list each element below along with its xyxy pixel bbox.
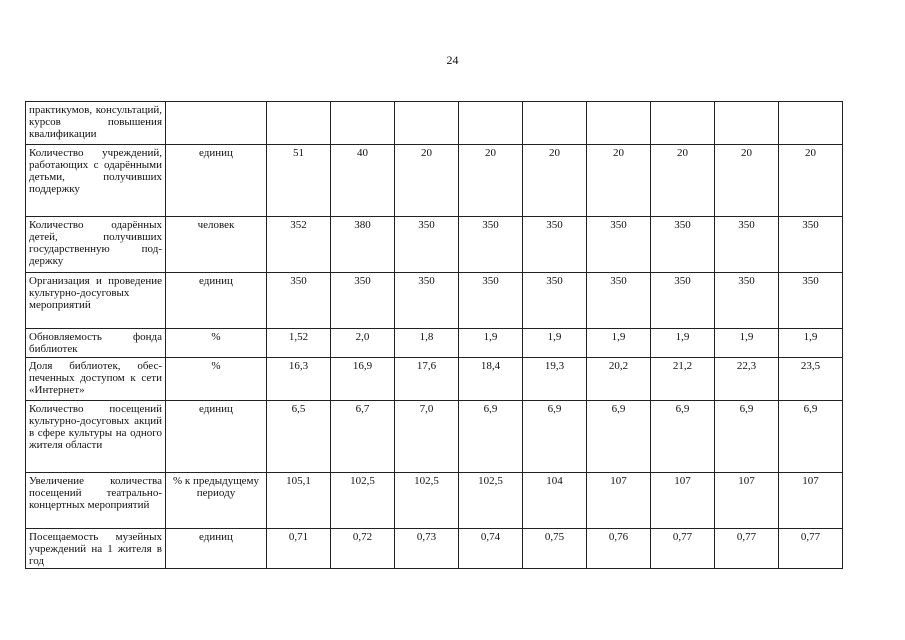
value-cell: 107: [651, 473, 715, 529]
value-cell: [779, 102, 843, 145]
value-cell: 0,72: [331, 529, 395, 569]
indicator-label: Количество одарённых детей, получивших государственную поддержку: [26, 217, 166, 273]
indicator-label: Посещаемость музейных учреждений на 1 жителя в год: [26, 529, 166, 569]
value-cell: [459, 102, 523, 145]
value-cell: 350: [395, 217, 459, 273]
value-cell: 102,5: [331, 473, 395, 529]
value-cell: 0,76: [587, 529, 651, 569]
value-cell: 20: [779, 145, 843, 217]
table-row: [26, 145, 843, 217]
table-row: [26, 473, 843, 529]
value-cell: 6,9: [523, 401, 587, 473]
table-row: [26, 401, 843, 473]
value-cell: 1,52: [267, 329, 331, 358]
unit-cell: человек: [166, 217, 267, 273]
value-cell: 102,5: [395, 473, 459, 529]
value-cell: 20: [523, 145, 587, 217]
value-cell: 350: [459, 217, 523, 273]
table-row: [26, 329, 843, 358]
value-cell: [651, 102, 715, 145]
value-cell: 350: [715, 217, 779, 273]
unit-cell: % к предыдущему периоду: [166, 473, 267, 529]
value-cell: 6,9: [459, 401, 523, 473]
value-cell: 352: [267, 217, 331, 273]
indicator-label: Обновляемость фонда библиотек: [26, 329, 166, 358]
value-cell: 350: [651, 273, 715, 329]
page-number: 24: [446, 53, 459, 67]
value-cell: 105,1: [267, 473, 331, 529]
value-cell: 350: [715, 273, 779, 329]
value-cell: 1,9: [459, 329, 523, 358]
value-cell: [715, 102, 779, 145]
table-row: [26, 529, 843, 569]
value-cell: 350: [651, 217, 715, 273]
value-cell: 350: [587, 273, 651, 329]
value-cell: 17,6: [395, 358, 459, 401]
value-cell: [587, 102, 651, 145]
value-cell: 20: [459, 145, 523, 217]
value-cell: 21,2: [651, 358, 715, 401]
value-cell: 6,5: [267, 401, 331, 473]
value-cell: 1,9: [715, 329, 779, 358]
value-cell: 0,77: [715, 529, 779, 569]
value-cell: 350: [523, 273, 587, 329]
value-cell: 1,9: [651, 329, 715, 358]
indicators-table: [25, 101, 843, 569]
value-cell: 102,5: [459, 473, 523, 529]
value-cell: 380: [331, 217, 395, 273]
value-cell: 1,8: [395, 329, 459, 358]
value-cell: 20: [715, 145, 779, 217]
value-cell: [331, 102, 395, 145]
value-cell: 6,9: [779, 401, 843, 473]
value-cell: 0,73: [395, 529, 459, 569]
value-cell: 6,7: [331, 401, 395, 473]
value-cell: [267, 102, 331, 145]
value-cell: [395, 102, 459, 145]
table-row: [26, 358, 843, 401]
value-cell: [523, 102, 587, 145]
table-row: [26, 217, 843, 273]
value-cell: 0,77: [779, 529, 843, 569]
value-cell: 20,2: [587, 358, 651, 401]
value-cell: 20: [651, 145, 715, 217]
unit-cell: %: [166, 329, 267, 358]
value-cell: 350: [779, 273, 843, 329]
value-cell: 350: [331, 273, 395, 329]
value-cell: 0,75: [523, 529, 587, 569]
value-cell: 1,9: [779, 329, 843, 358]
value-cell: 350: [779, 217, 843, 273]
indicator-label: практикумов, консультаций, курсов повышения квалификации: [26, 102, 166, 145]
unit-cell: %: [166, 358, 267, 401]
unit-cell: единиц: [166, 145, 267, 217]
unit-cell: единиц: [166, 529, 267, 569]
value-cell: 20: [587, 145, 651, 217]
table-row: [26, 102, 843, 145]
unit-cell: единиц: [166, 273, 267, 329]
table-row: [26, 273, 843, 329]
value-cell: 6,9: [651, 401, 715, 473]
unit-cell: [166, 102, 267, 145]
value-cell: 107: [779, 473, 843, 529]
value-cell: 1,9: [587, 329, 651, 358]
value-cell: 0,71: [267, 529, 331, 569]
indicator-label: Доля библиотек, обеспеченных доступом к сети «Интернет»: [26, 358, 166, 401]
value-cell: 107: [587, 473, 651, 529]
value-cell: 23,5: [779, 358, 843, 401]
value-cell: 18,4: [459, 358, 523, 401]
value-cell: 107: [715, 473, 779, 529]
value-cell: 104: [523, 473, 587, 529]
indicator-label: Увеличение количества посещений театрально-концертных мероприятий: [26, 473, 166, 529]
value-cell: 22,3: [715, 358, 779, 401]
value-cell: 6,9: [715, 401, 779, 473]
value-cell: 7,0: [395, 401, 459, 473]
value-cell: 0,77: [651, 529, 715, 569]
value-cell: 350: [267, 273, 331, 329]
table-body: [26, 102, 843, 569]
value-cell: 16,3: [267, 358, 331, 401]
value-cell: 20: [395, 145, 459, 217]
value-cell: 0,74: [459, 529, 523, 569]
value-cell: 40: [331, 145, 395, 217]
value-cell: 350: [459, 273, 523, 329]
indicator-label: Количество учреждений, работающих с одарёнными детьми, получивших поддержку: [26, 145, 166, 217]
value-cell: 350: [395, 273, 459, 329]
value-cell: 1,9: [523, 329, 587, 358]
value-cell: 2,0: [331, 329, 395, 358]
value-cell: 19,3: [523, 358, 587, 401]
value-cell: 51: [267, 145, 331, 217]
indicator-label: Организация и проведение культурно-досуговых мероприятий: [26, 273, 166, 329]
value-cell: 6,9: [587, 401, 651, 473]
value-cell: 350: [587, 217, 651, 273]
unit-cell: единиц: [166, 401, 267, 473]
value-cell: 350: [523, 217, 587, 273]
indicator-label: Количество посещений культурно-досуговых акций в сфере культуры на одного жителя области: [26, 401, 166, 473]
value-cell: 16,9: [331, 358, 395, 401]
